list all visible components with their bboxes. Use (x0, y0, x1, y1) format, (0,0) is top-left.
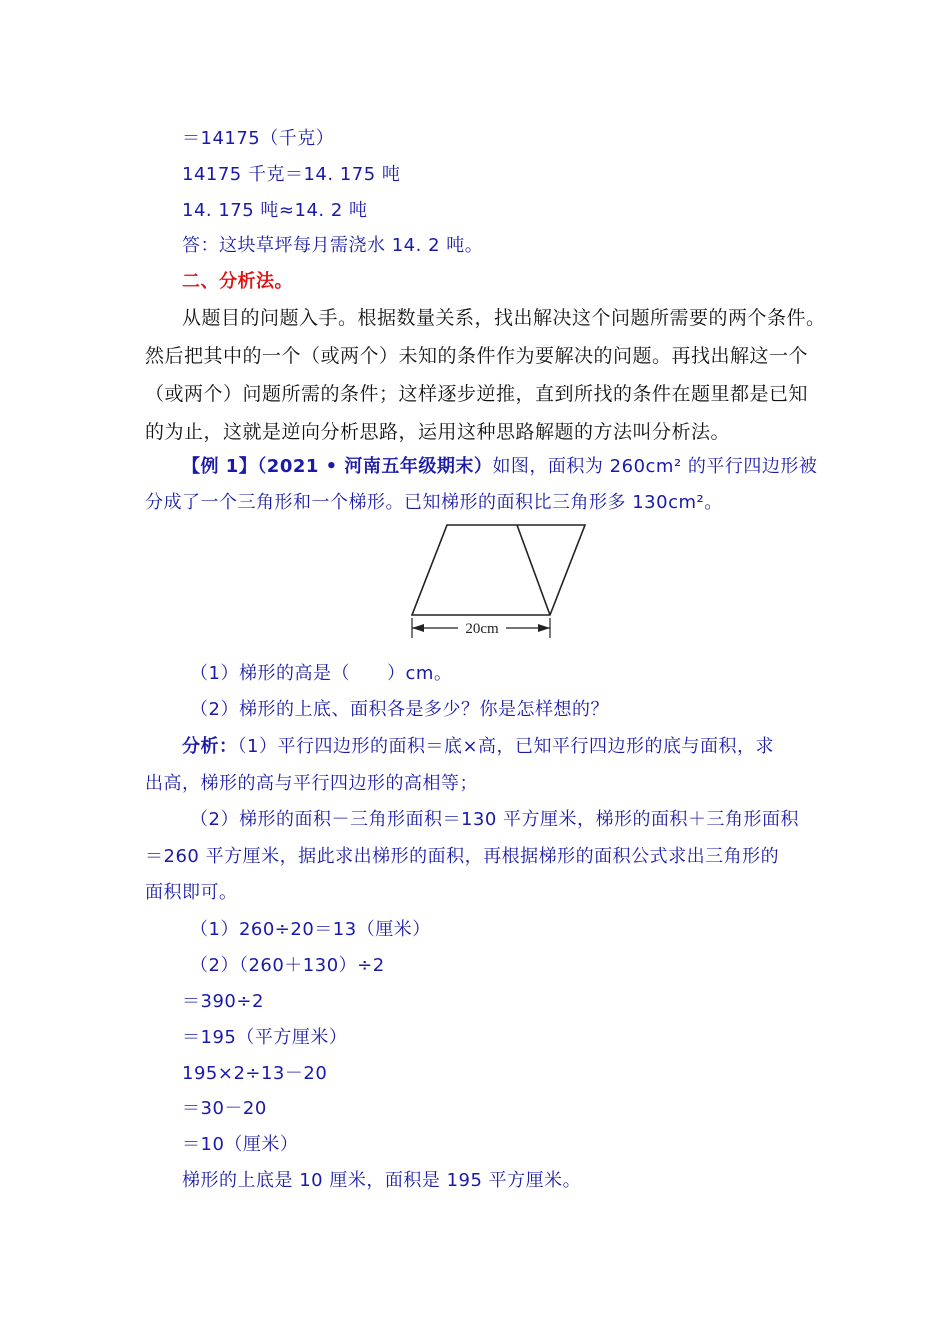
section-paragraph-line-4: 的为止，这就是逆向分析思路，运用这种思路解题的方法叫分析法。 (145, 421, 731, 443)
example-label: 【例 1】（2021 • 河南五年级期末） (182, 456, 493, 477)
section-heading: 二、分析法。 (182, 271, 293, 292)
solution-line-4: ＝195（平方厘米） (182, 1027, 348, 1048)
solution-conclusion: 梯形的上底是 10 厘米，面积是 195 平方厘米。 (182, 1170, 582, 1191)
calc-line-3: 14. 175 吨≈14. 2 吨 (182, 200, 368, 221)
dividing-line (517, 525, 550, 615)
calc-line-2: 14175 千克＝14. 175 吨 (182, 164, 401, 185)
section-paragraph-line-3: （或两个）问题所需的条件；这样逐步逆推，直到所找的条件在题里都是已知 (145, 383, 809, 405)
solution-line-5: 195×2÷13－20 (182, 1063, 328, 1084)
analysis-text-1: （1）平行四边形的面积＝底×高，已知平行四边形的底与面积，求 (237, 736, 775, 757)
example-text-line-2: 分成了一个三角形和一个梯形。已知梯形的面积比三角形多 130cm²。 (145, 492, 723, 513)
example-heading-line (182, 455, 817, 479)
solution-line-6: ＝30－20 (182, 1098, 267, 1119)
analysis-line-2: 出高，梯形的高与平行四边形的高相等； (145, 773, 478, 794)
analysis-line-3: （2）梯形的面积－三角形面积＝130 平方厘米，梯形的面积＋三角形面积 (190, 809, 800, 830)
solution-line-3: ＝390÷2 (182, 991, 264, 1012)
analysis-line-5: 面积即可。 (145, 882, 238, 903)
solution-line-7: ＝10（厘米） (182, 1134, 299, 1155)
calc-answer: 答：这块草坪每月需浇水 14. 2 吨。 (182, 235, 484, 256)
analysis-label: 分析： (182, 736, 238, 757)
parallelogram-figure (400, 520, 600, 645)
parallelogram-outline (412, 525, 585, 615)
question-2: （2）梯形的上底、面积各是多少？你是怎样想的？ (190, 699, 609, 720)
analysis-line-4: ＝260 平方厘米，据此求出梯形的面积，再根据梯形的面积公式求出三角形的 (145, 846, 780, 867)
section-paragraph-line-1: 从题目的问题入手。根据数量关系，找出解决这个问题所需要的两个条件。 (182, 307, 826, 329)
calc-line-1: ＝14175（千克） (182, 128, 335, 149)
dimension-label: 20cm (465, 621, 499, 637)
dimension-arrow-right (538, 624, 550, 632)
question-1: （1）梯形的高是（ ）cm。 (190, 663, 453, 684)
solution-line-2: （2）（260＋130）÷2 (190, 955, 385, 976)
section-paragraph-line-2: 然后把其中的一个（或两个）未知的条件作为要解决的问题。再找出解这一个 (145, 345, 809, 367)
analysis-line-1 (182, 735, 774, 759)
solution-line-1: （1）260÷20＝13（厘米） (190, 919, 431, 940)
dimension-arrow-left (412, 624, 424, 632)
example-text-line-1: 如图，面积为 260cm² 的平行四边形被 (492, 456, 818, 477)
